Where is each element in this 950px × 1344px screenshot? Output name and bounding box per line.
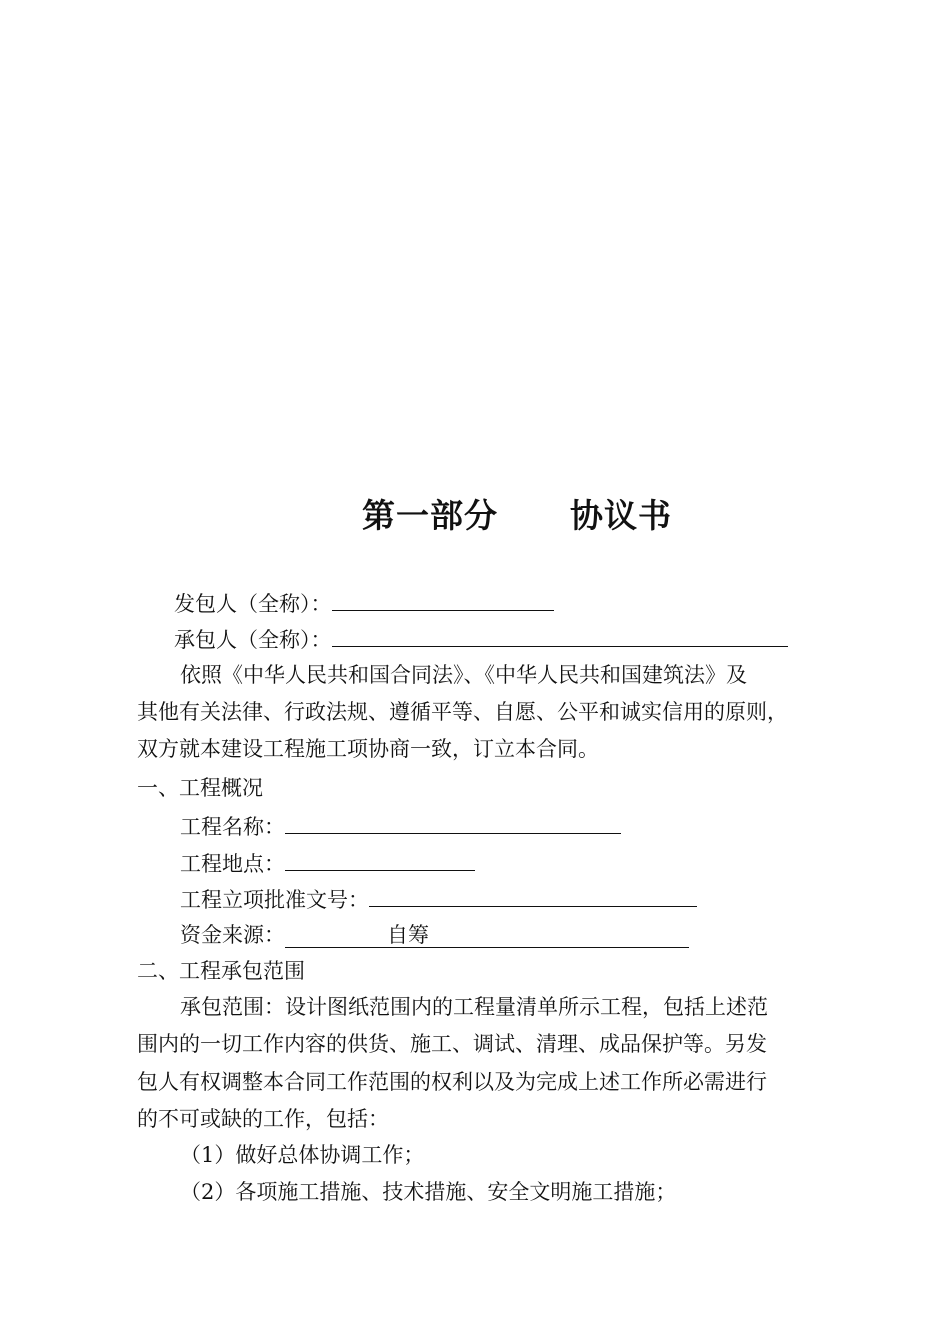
project-location-label: 工程地点：: [180, 852, 285, 876]
project-location-line: [180, 848, 475, 879]
approval-number-blank[interactable]: [369, 884, 697, 907]
scope-para-line-4: 的不可或缺的工作，包括：: [137, 1107, 389, 1131]
intro-line-3: 双方就本建设工程施工项协商一致，订立本合同。: [137, 737, 599, 761]
scope-para-line-1: 承包范围：设计图纸范围内的工程量清单所示工程，包括上述范: [180, 995, 768, 1019]
funding-source-line: [180, 920, 689, 950]
section-two-heading: 二、工程承包范围: [137, 959, 305, 983]
section-one-heading: 一、工程概况: [137, 776, 263, 800]
funding-source-field[interactable]: [285, 923, 689, 948]
approval-number-label: 工程立项批准文号：: [180, 888, 369, 912]
scope-item-1: （1）做好总体协调工作；: [180, 1143, 425, 1167]
scope-para-line-3: 包人有权调整本合同工作范围的权利以及为完成上述工作所必需进行: [137, 1070, 767, 1094]
intro-line-2: 其他有关法律、行政法规、遵循平等、自愿、公平和诚实信用的原则，: [137, 700, 788, 724]
title-part-two: 协议书: [570, 496, 672, 535]
title-part-one: 第一部分: [362, 496, 498, 535]
employer-label: 发包人（全称）：: [174, 592, 332, 616]
contractor-blank[interactable]: [332, 624, 788, 647]
employer-line: [174, 588, 554, 619]
page-title: [0, 490, 950, 537]
contractor-label: 承包人（全称）：: [174, 628, 332, 652]
project-name-label: 工程名称：: [180, 815, 285, 839]
scope-item-2: （2）各项施工措施、技术措施、安全文明施工措施；: [180, 1180, 677, 1204]
intro-line-1: 依照《中华人民共和国合同法》、《中华人民共和国建筑法》及: [180, 663, 747, 687]
project-name-line: [180, 811, 621, 842]
project-location-blank[interactable]: [285, 848, 475, 871]
project-name-blank[interactable]: [285, 811, 621, 834]
scope-para-line-2: 围内的一切工作内容的供货、施工、调试、清理、成品保护等。另发: [137, 1032, 767, 1056]
funding-source-value: 自筹: [387, 923, 429, 947]
funding-source-label: 资金来源：: [180, 923, 285, 947]
employer-blank[interactable]: [332, 588, 554, 611]
contractor-line: [174, 624, 788, 655]
approval-number-line: [180, 884, 697, 915]
